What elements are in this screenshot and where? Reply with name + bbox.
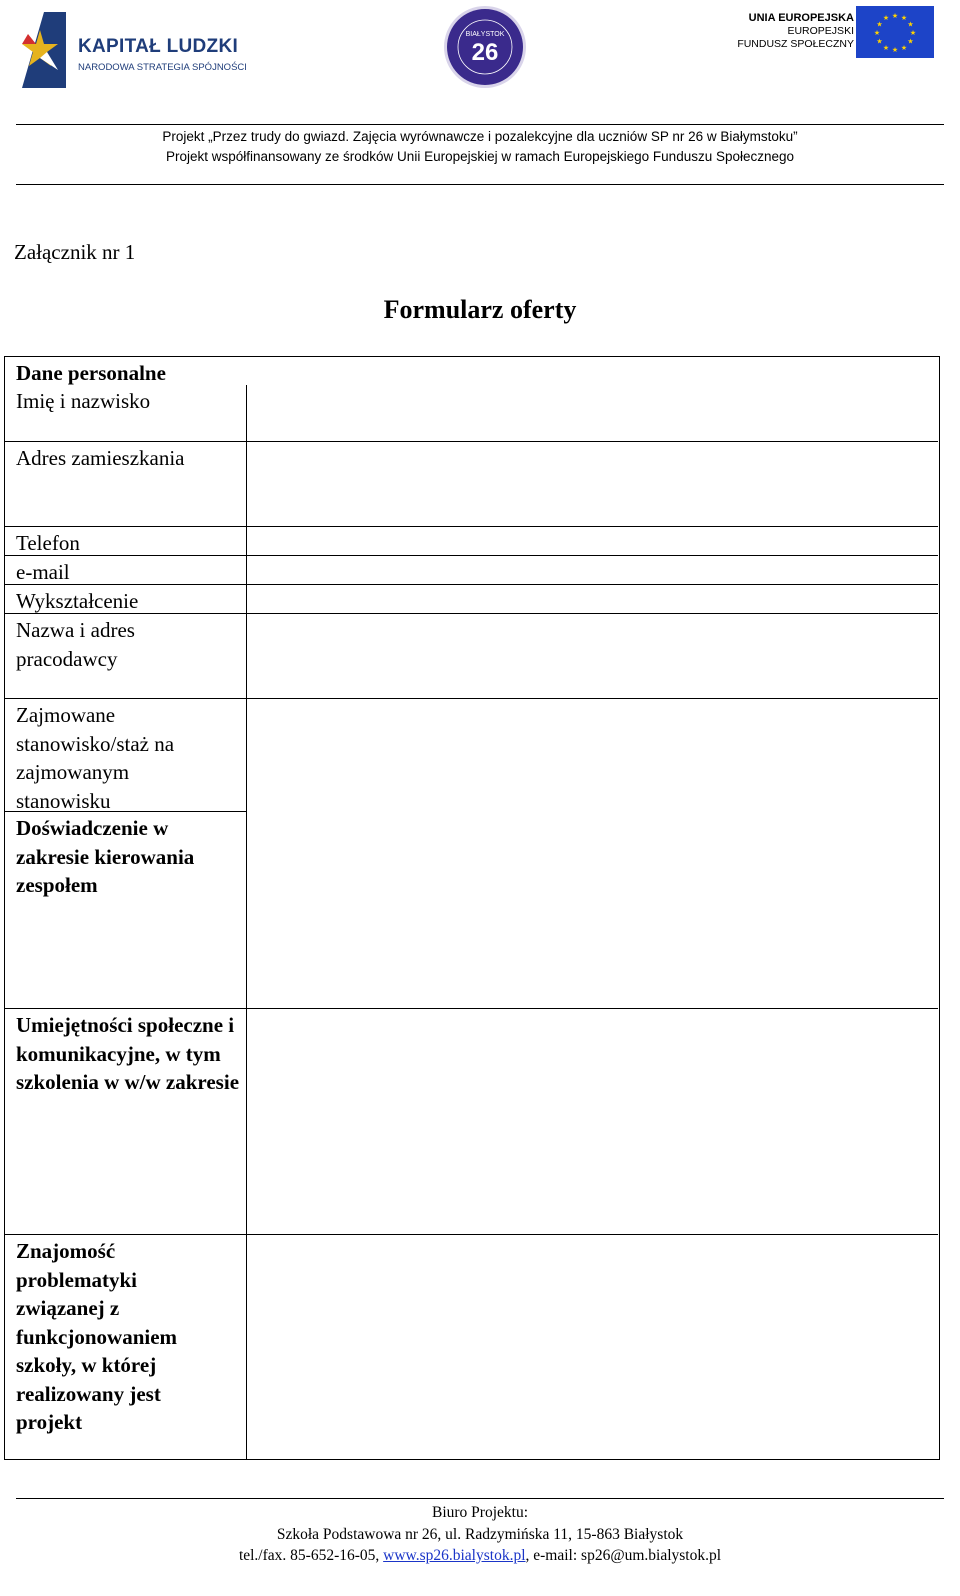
svg-text:★: ★ <box>909 29 917 37</box>
project-line-1: Projekt „Przez trudy do gwiazd. Zajęcia wyrównawcze i pozalekcyjne dla uczniów SP nr 26 w Białymstoku” <box>162 129 798 144</box>
row-divider <box>5 526 938 527</box>
label-school-knowledge: Znajomość problematyki związanej z funkcjonowaniem szkoły, w której realizowany jest projekt <box>16 1239 178 1434</box>
field-phone[interactable] <box>248 528 938 555</box>
svg-text:★: ★ <box>900 14 908 22</box>
kapital-ludzki-title: KAPITAŁ LUDZKI <box>78 36 239 57</box>
label-team-management: Doświadczenie w zakresie kierowania zespołem <box>16 816 195 897</box>
form-title: Formularz oferty <box>383 295 577 324</box>
label-position: Zajmowane stanowisko/staż na zajmowanym stanowisku <box>16 703 175 813</box>
school-seal-city: BIAŁYSTOK <box>465 31 505 38</box>
svg-text:★: ★ <box>882 44 890 52</box>
svg-text:★: ★ <box>900 44 908 52</box>
svg-text:★: ★ <box>907 20 914 29</box>
svg-text:★: ★ <box>891 46 899 54</box>
row-divider <box>5 1234 938 1235</box>
eu-logo-text <box>737 12 854 51</box>
footer-title: Biuro Projektu: <box>431 1504 528 1521</box>
school-seal <box>443 5 527 89</box>
label-social-skills: Umiejętności społeczne i komunikacyjne, w tym szkolenia w w/w zakresie <box>16 1013 240 1094</box>
header-rule-top <box>16 124 944 125</box>
row-divider <box>5 698 938 699</box>
footer-address: Szkoła Podstawowa nr 26, ul. Radzymińska 11, 15-863 Białystok <box>276 1526 684 1543</box>
eu-line-1: UNIA EUROPEJSKA <box>748 12 854 24</box>
project-line-2: Projekt współfinansowany ze środków Unii Europejskiej w ramach Europejskiego Funduszu Społecznego <box>165 149 795 164</box>
svg-text:★: ★ <box>876 20 883 29</box>
svg-text:★: ★ <box>882 14 890 22</box>
eu-line-3: FUNDUSZ SPOŁECZNY <box>737 38 854 50</box>
footer-email: , e-mail: sp26@um.bialystok.pl <box>525 1547 722 1564</box>
eu-flag-icon <box>856 6 934 58</box>
field-position-and-team-management[interactable] <box>248 700 938 1008</box>
eu-line-2: EUROPEJSKI <box>787 25 854 37</box>
footer-contact <box>0 1547 960 1565</box>
field-employer[interactable] <box>248 615 938 698</box>
footer-phone: tel./fax. 85-652-16-05, <box>238 1547 384 1564</box>
label-employer: Nazwa i adres pracodawcy <box>16 618 135 671</box>
column-divider <box>246 385 247 1459</box>
label-phone: Telefon <box>16 531 80 555</box>
annex-label: Załącznik nr 1 <box>14 240 136 264</box>
field-full-name[interactable] <box>248 385 938 441</box>
kapital-ludzki-subtitle: NARODOWA STRATEGIA SPÓJNOŚCI <box>78 62 247 73</box>
field-address[interactable] <box>248 443 938 526</box>
footer-rule <box>16 1498 944 1499</box>
field-education[interactable] <box>248 586 938 613</box>
school-seal-number: 26 <box>471 39 499 66</box>
field-school-knowledge[interactable] <box>248 1236 938 1459</box>
svg-text:★: ★ <box>891 12 899 20</box>
kapital-ludzki-star-icon <box>14 10 66 88</box>
label-address: Adres zamieszkania <box>16 446 185 470</box>
label-full-name: Imię i nazwisko <box>16 389 151 413</box>
offer-form-table <box>4 356 940 1460</box>
section-title-personal-data: Dane personalne <box>16 361 166 385</box>
svg-text:★: ★ <box>876 37 883 46</box>
row-divider <box>5 1008 938 1009</box>
row-divider <box>5 441 938 442</box>
kapital-ludzki-logo <box>14 10 254 90</box>
field-social-skills[interactable] <box>248 1010 938 1234</box>
label-email: e-mail <box>16 560 70 584</box>
svg-text:★: ★ <box>873 29 881 37</box>
header-rule-bottom <box>16 184 944 185</box>
field-email[interactable] <box>248 557 938 584</box>
svg-text:★: ★ <box>907 37 914 46</box>
footer-website-link[interactable]: www.sp26.bialystok.pl <box>383 1547 526 1564</box>
label-education: Wykształcenie <box>16 589 139 613</box>
